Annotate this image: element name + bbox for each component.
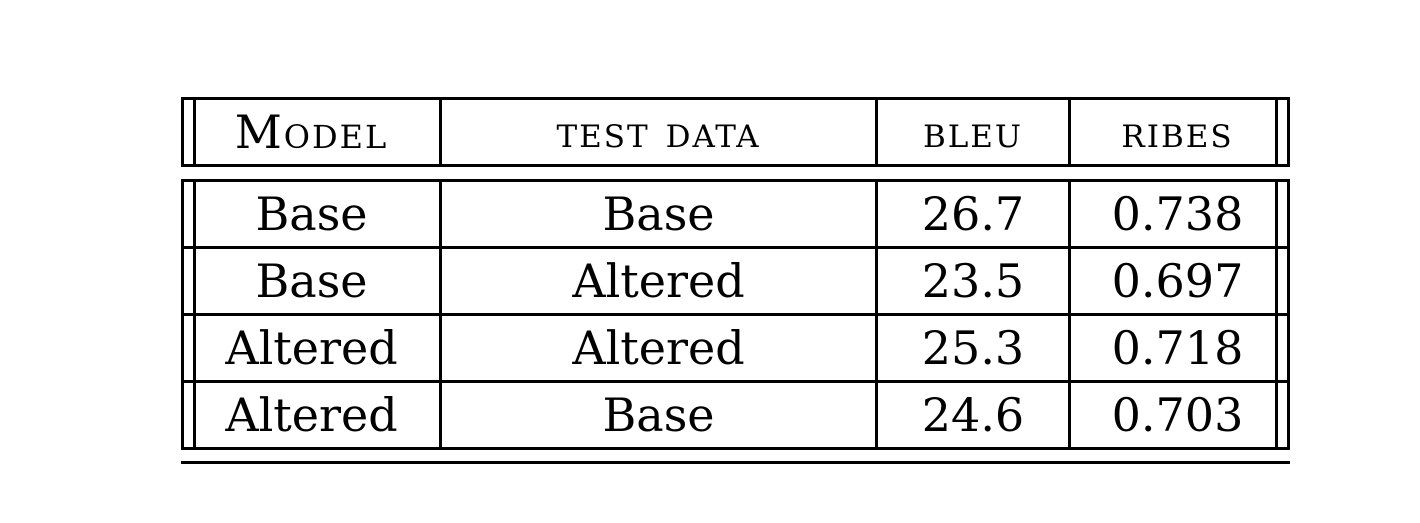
cell-ribes: 0.697 <box>1111 254 1244 308</box>
cell-test-data: Altered <box>442 249 878 313</box>
cell-test-data: Base <box>442 383 878 447</box>
cell-model: Base <box>184 182 442 246</box>
cell-bleu: 24.6 <box>878 383 1071 447</box>
table-header <box>181 97 1290 167</box>
table-row <box>184 246 1287 313</box>
cell-test-data: Base <box>442 182 878 246</box>
bottom-rule <box>181 461 1290 464</box>
header-row <box>184 100 1287 164</box>
cell-bleu: 23.5 <box>878 249 1071 313</box>
cell-ribes: 0.718 <box>1111 321 1244 375</box>
table-row <box>184 182 1287 246</box>
cell-ribes: 0.738 <box>1111 187 1244 241</box>
header-ribes: ribes <box>1121 106 1234 158</box>
table-row <box>184 380 1287 447</box>
cell-bleu: 25.3 <box>878 316 1071 380</box>
cell-ribes: 0.703 <box>1111 388 1244 442</box>
cell-model: Altered <box>184 316 442 380</box>
table-row <box>184 313 1287 380</box>
cell-model: Altered <box>184 383 442 447</box>
header-bleu: bleu <box>878 100 1071 164</box>
table-body <box>181 179 1290 450</box>
cell-bleu: 26.7 <box>878 182 1071 246</box>
results-table <box>181 97 1290 464</box>
cell-test-data: Altered <box>442 316 878 380</box>
header-test-data: test data <box>442 100 878 164</box>
header-model: Model <box>184 100 442 164</box>
cell-model: Base <box>184 249 442 313</box>
